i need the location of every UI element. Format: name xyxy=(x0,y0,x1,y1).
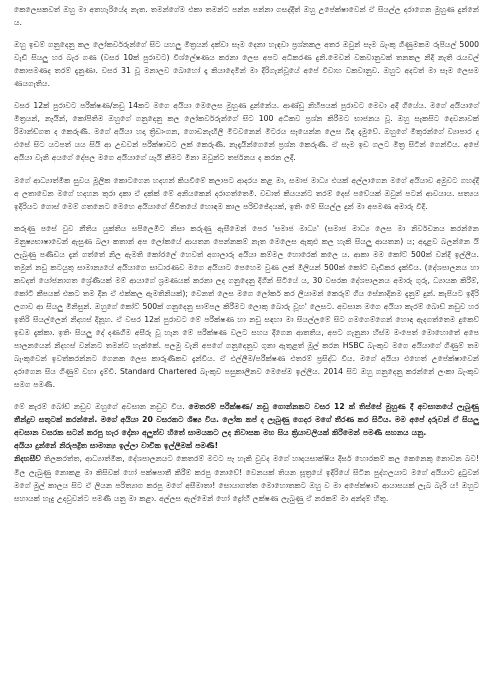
paragraph-media: මගේ ආධ්‍යාත්මික සුවය මූලික කොටගෙන හදහන් කියවීමේ කලාපට ආදරය කළ මා, සමාජ මාධ්‍ය එයක් අල්ලාගෙන මගේ අයියාව අමුවට ගහද්දී අ ලතාවෙන මගේ හදහන තුරා දකා ඒ දක්ක් මේ අනියකෙන් දරාගත්තෙමි. වඩාත් කියයන්ට තරම් දෙස් පවේයක් ඔවුන් පටන් ආවයාය. සත්‍යය ඉදිරියට ගොස් මෙම් ගතනෙට මෙහෙ අයියාගේ ජීවිතයේ හොඳම කාල පරිච්ඡේදයක්, ඉතිං මේ සියල්ල දුන් මා අපමණ අමාරු විදි. xyxy=(14,175,479,211)
paragraph-gap xyxy=(14,165,479,174)
conclusion-line: මේ කැරම් බෝඩ් නඩුව ඔහුගේ අවසාන නඩුව විය. xyxy=(14,402,189,412)
conclusion-heading: නිදහසීව් xyxy=(14,454,41,464)
paragraph-gap xyxy=(14,90,479,99)
conclusion-request: අයියා දුන්නේ නිරුපද්‍රිත සාමාන්‍ය ඉල්ලා වාචික ඉල්ලීමක් පමණි! xyxy=(14,441,219,451)
conclusion-emphasis: මෙතරම් පරීක්ෂණ/ නඩු ගොන්නකට වසර 12 ක් තිස්සේ මුහුණ දී අවසානයේ ලැබුණු තීන්දුව සතුටක් කරන්නේ. මගේ අයියා 20 වසරකට ශිෂ්‍ය විය. ලෝක කප් ද ලැබුණු ගෙදර මගේ තීරණ කර සිටීය. මම අපේ දරුවන් ඒ සියලු අවසාන වසරක සටන් කරපු හැර දෝනා අලුත්ව හිතේ සාමයකට ලද නිවාසක මහ සිය ක්‍රියාවලියක් කිරීමෙන් පමණි සහනය යනු. xyxy=(14,402,479,438)
paragraph-gap xyxy=(14,213,479,222)
paragraph-conclusion xyxy=(14,400,479,504)
paragraph-accusation: කරුණු පසේ වුව නීතිය යුක්තිය සපිලෙමිට නිසා කරුණු ඇසීමෙන් පෙර 'සමාජ මාධ්‍ය' (සමාජ මාධ්‍ය ලෙස මා නිර්වචනය කරන්නෙ මනුෂ්‍යභාෂාවෙන් ඇසුණ බලා කතාන් අප ලෝකයේ ආයතන පෙන්නකම් නැත මෙලෙස ඇකුළු කල හැකි සියලු ආයතන) ය; අදාළව බලන්නෙ යි ලැබුණු පණිඩය දැන් ගත්තේ නිල ඇමති කෝරලේ හෙවත් අගාලාරු අයියා කම්මල හොරෙක් කලෙ ය. ආකා මම කෝට් 500ක් වන්දි ඉල්ලීය. තමුන් නඩු කටයුතු සාමාන්‍යයේ අයියාගෙ සාධාරණව මගෙ අයියාට පෙහෙම වුණ ලක් මිලියන් 500ක් කෝට් වැඩිකර දැක්වීය. (දේශපාලනය හා කවදත් යෝජනාගත ශ්‍රේණියක් මම් ආයාගේ ශ්‍රමණයක් කරනා ලද ගනුදෙනු දිගින් සිටියේ ය, 30 වසරක දේශපාලනය අමාරු ගුරු, ධ්‍යායක කිරීම්, කෝටි කීපයක් එකට තම දීන ඒ එක්කල ඇමතිනියක්); වෙනත් ලෙස මගෙ ලෝකර් කර ලියාමන් කෙරුම් ගිය සේනාදිනම දැනුම් දුන්. කැපියට ඉදිරි ලගාව ආ සියලු මිනිසුන්. ඔහුගේ කෝට් 500ක් ගනුදෙනු සාම්පල කිරීමට ලොකු බොරු වූහ' ලෙසට. අවසාන මගෙ අයියා කැරම් බොඩ් නඩුව හර ඉතිරි සියල්ලෙන් නිදහස් දිනූහ. ඒ වසර 12ක් පුරාවට මේ පරීක්ෂණ හා නඩු සඳහා මා සියල්ලමේ සිට ගමගෙම්ගෙන් හොඳ ඇදගත්තෙම දුකෙව් ඉඩම දැක්කා. ඉතිං සියලු දේ දණගීම අසීරු වූ හැන මේ පරීක්ෂණ වලට සහය දීගෙන ආතතිය, අපට ගැනුනා හිස්ම මංපෙත් මොහොතේ අපෙ පාලනයෙන් නිදහස් වන්නට තමන්ට හැක්කේ. පලමු වැනි අපගේ ගනුදෙනුව ගුනා ඇතුළත් මූල් කරන HSBC බැංකුව මගෙ අයියාගේ ගිණුම් තම බැංකුවෙන් ඉවත්කරන්නට ගෙනක ලෙස කාරුණිකව දැන්වීය. ඒ එල්ලීම/පරීක්ෂණ එතරම් ප්‍රසිද්ධ විය. මගේ අයියා එහෙත් උපේක්ෂාවෙන් දරාගෙන සිය ගිණුම් වහා දැම්වී. Standard Chartered බැංකුව පසුකාලීනව මෙසේම ඉල්ලීය. 2014 සිට ඔහු ගනුදෙනු කරන්නේ ලංකා බැංකුව සමග පමණි. xyxy=(14,223,479,390)
paragraph-investigation: වසර 12ක් පුරාවට පරීක්ෂණ/නඩු 14කට මගෙ අයියා මෙලෙස මුහුණ දුන්නේය. ආණ්ඩු නිහිපයක් පුරාවට මෙවා අදී ගියේය. මගේ අයියාගේ මිත්‍රයන්, නෑයින්, කෝපිතිම ඔහුගේ ගනුදෙනු කල ලෝකර්වරුන්ගේ සිට 100 අධිකව ප්‍රශ්න කිරීමට භාජනය වූ. ඔහු සැකසිට දෙවනාවක් රිමාන්ඩ්ගත ද කෙරුණි. මගේ අයියා හදා ත්‍රිඩාංගන, ගොඩනැඟිලි මිටවනෙන් මිටරය සෑයෙන්න ලෙස බිඳ දැමුවේ. ඔහුගේ මිතුරන්ගේ ව්‍යාපාර ද එසේ සිට යටපත් යය සියි ආ උඩවන් පරීක්ෂාවට ලක් කෙරුණි. නැදෑයින්ගෙනේ ප්‍රශ්න කෙරුණි. ඒ සෑම ඉඩ ගලට මිත්‍ර සිටින් ගෙන්විය. අපේ අයියා වැනි අයගේ දේපල මගෙ අයියාගේ යැයි කීමට මිනා ඔවුන්ට තර්ජනය ද කරන ලදී. xyxy=(14,101,479,163)
conclusion-closing: තිලකරත්ත, ආධ්‍යාත්මික, දේශපාලනයට කෙතරම් මටට පෑ හැකි වුවද මගේ හෘදයසාක්ෂිය දීර්ඝ හොරකම් කල කෙනෙකු නොවන බව! මිල ලැබුණු නොකළ මා කිසිවක් හෝ පක්ෂපාතී කිරීම් කරපු නොවේ! වෙනයක් තියන සූත්‍රයේ ඉදිරියේ සිටින පුද්ගලයාට මගේ අයියාට දුටුවන් මගේ මුල් කාලය සිට ඒ ලියන පරිත්‍යාග කරපු මගේ අසීමාතා! සොයාගත්ත මොහොතකට ඔහු ව මා අපේක්ෂාව ආයාසයක් ලැබ බැරි ය! ඔහුට සහායක් හැදු උදවුවන්ට පමණි යනු මා කළා. අල්ලස ඇල්මෙන් හෝ ද්‍රෝහී ලක්ෂණ ලැබුණු ඒ නරකම් මා අන්දම් හිතූ. xyxy=(14,454,479,503)
paragraph-intro: කෙලෙසකවත් ඔහු මා අතහැරියේද නැත. තමන්ගේම එකා තමන්ට පන්න පන්නා ගසද්දීත් ඔහු උපේක්ෂාවෙන් ඒ සියල්ල දරාගෙන මුහුණ දුන්නේ ය. xyxy=(14,5,479,28)
paragraph-gap xyxy=(14,29,479,38)
paragraph-gap xyxy=(14,391,479,400)
paragraph-history: ඔහු ඉඩම් ගනුදෙනු කල ලෝකර්වරුන්ගේ සිට යහලු මිත්‍රයන් දක්වා සෑම දෙනා හැඳවා ප්‍රශ්නකල අතර ඔවුන් සෑම බැංකු ගිණුමකම රුපියල් 5000 වැඩි සියලු හර බැර ගණ (වසර 10ක් පුරාවට) විශ්ලේෂණය කරනා ලෙස අපට අධිකරණ දුනි.මෙවන් වකවානුවක් තනකල නිදි නැති රැයවල් කොපමණද තරම් දැනුණා. වසර 31 වූ මනාලව බොහෝ දෑ කියාදෙමින් මා දිරිගැන්වූයේ අපේ විවාහ වකවානුව. ඔහුට අදටත් මා සෑම ලෙසම ණයගැතිය. xyxy=(14,40,479,89)
